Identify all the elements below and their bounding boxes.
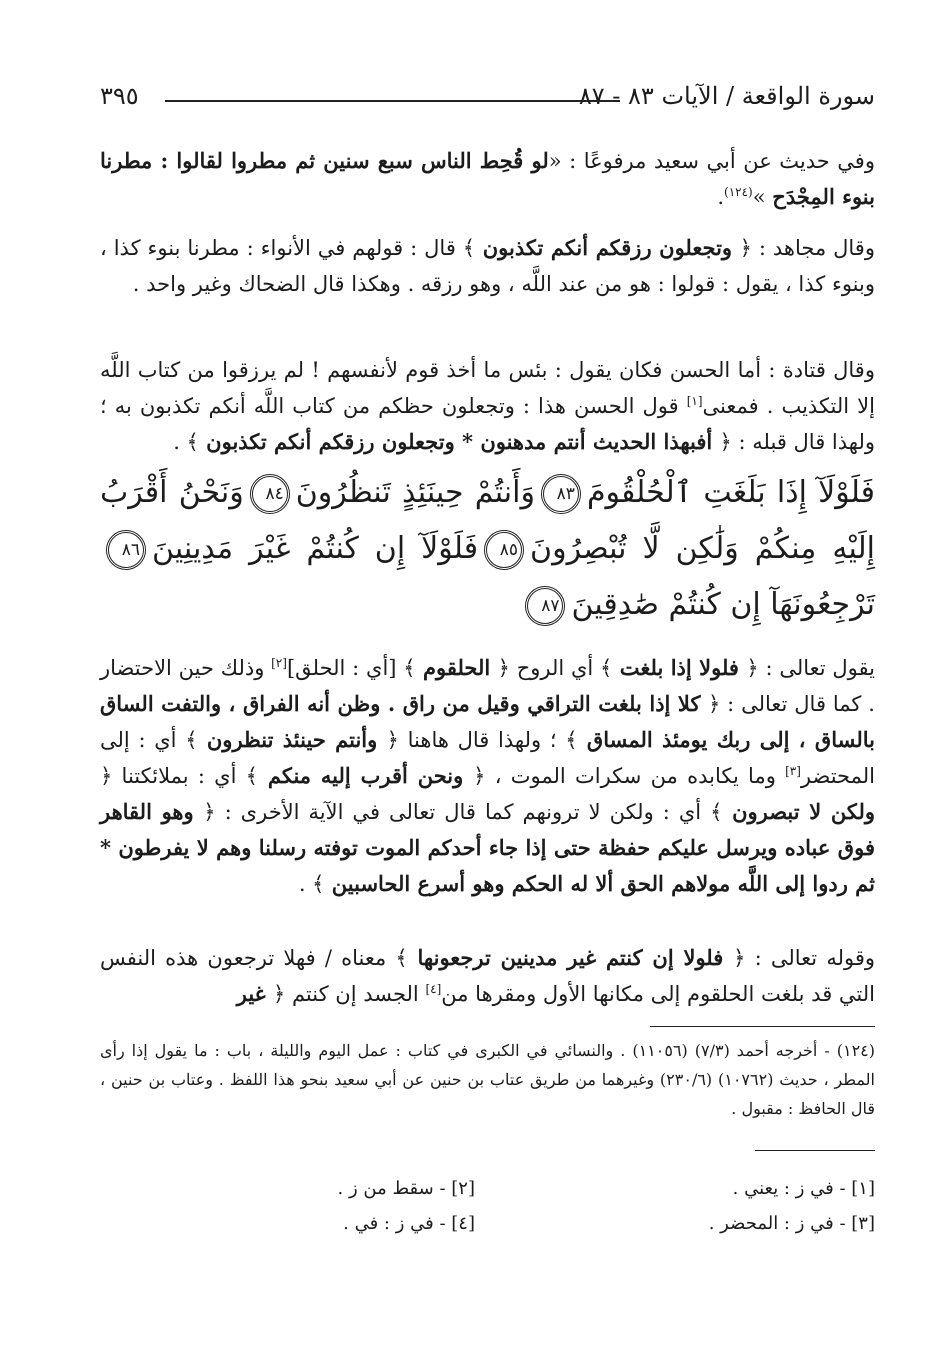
- text-run: وفي حديث عن أبي سعيد مرفوعًا : «: [548, 149, 875, 173]
- text-run: ﴾ أي : بملائكتنا ﴿: [100, 764, 258, 788]
- text-run: ﴾ .: [173, 430, 199, 454]
- verse-quote: فلولا إن كنتم غير مدينين ترجعونها: [407, 945, 734, 970]
- editor-note-2: [٢] - سقط من ز .: [337, 1178, 475, 1199]
- running-header: [100, 82, 875, 122]
- page-number: ٣٩٥: [100, 82, 139, 110]
- verse-83: فَلَوْلَآ إِذَا بَلَغَتِ ٱلْحُلْقُومَ: [586, 475, 876, 510]
- verse-quote: وتجعلون رزقكم أنكم تكذبون: [475, 235, 740, 260]
- footnote-marker: [٢]: [271, 656, 287, 670]
- footnote-124: (١٢٤) - أخرجه أحمد (٧/٣) (١١٠٥٦) . والنسائي في الكبرى في كتاب : عمل اليوم والليلة ، باب : ما يقول إذا رأى المطر ، حديث (١٠٧٦٢) (٢٣٠/٦) وغيرهما من طريق عتاب بن حنين عن أبي سعيد بنحو هذا اللفظ . وعتاب بن حنين ، قال الحافظ : مقبول .: [100, 1041, 876, 1118]
- hadith-text: لو قُحِط الناس سبع سنين ثم مطروا لقالوا : مطرنا بنوء المِجْدَح: [100, 148, 875, 209]
- paragraph-tafsir-commentary: [100, 650, 875, 902]
- verse-number-medallion: ٨٤: [250, 474, 290, 514]
- quran-verses-block: [100, 465, 875, 633]
- text-run: وقال مجاهد : ﴿: [739, 236, 875, 260]
- verse-quote: الحلقوم: [415, 655, 498, 680]
- text-run: قول الحسن هذا : وتجعلون حظكم من كتاب اللَّه أنكم تكذبون به ؛ ولهذا قال قبله : ﴿: [100, 394, 875, 454]
- footnote-marker: [٣]: [785, 764, 801, 778]
- text-run: وذلك حين الاحتضار . كما قال تعالى : ﴿: [100, 656, 875, 716]
- verse-number-medallion: ٨٣: [541, 474, 581, 514]
- editor-note-4: [٤] - في ز : في .: [343, 1213, 475, 1234]
- text-run: »: [752, 185, 773, 209]
- notes-divider: [755, 1150, 875, 1151]
- paragraph-verse-86-87: [100, 940, 875, 1012]
- text-run: ﴾ قال : قولهم في الأنواء : مطرنا بنوء كذا ، وبنوء كذا ، يقول : قولوا : هو من عند اللَّه ، وهو رزقه . وهكذا قال الضحاك وغير واحد .: [100, 236, 875, 296]
- verse-84: وَأَنتُمْ حِينَئِذٍ تَنظُرُونَ: [295, 475, 535, 510]
- editor-note-1: [١] - في ز : يعني .: [732, 1178, 875, 1199]
- verse-quote: وهو القاهر فوق عباده ويرسل عليكم حفظة حتى إذا جاء أحدكم الموت توفته رسلنا وهم لا يفرطون * ثم ردوا إلى اللَّه مولاهم الحق ألا له الحكم وهو أسرع الحاسبين: [100, 799, 875, 896]
- verse-quote: غير: [236, 981, 273, 1006]
- verse-quote: أفبهذا الحديث أنتم مدهنون * وتجعلون رزقكم أنكم تكذبون: [198, 429, 720, 454]
- verse-number-medallion: ٨٥: [484, 530, 524, 570]
- verse-quote: ولكن لا تبصرون: [722, 799, 876, 824]
- paragraph-qatada: [100, 352, 875, 460]
- text-run: وقال قتادة : أما الحسن فكان يقول : بئس ما أخذ قوم لأنفسهم ! لم يرزقوا من كتاب اللَّه إلا التكذيب . فمعنى: [100, 358, 875, 418]
- text-run: ﴾ أي : إلى المحتضر: [100, 728, 875, 788]
- verse-number-medallion: ٨٦: [106, 530, 146, 570]
- verse-87: تَرْجِعُونَهَآ إِن كُنتُمْ صَٰدِقِينَ: [571, 587, 875, 622]
- verse-quote: كلا إذا بلغت التراقي وقيل من راق . وظن أنه الفراق ، والتفت الساق بالساق ، إلى ربك يومئذ المساق: [100, 691, 876, 752]
- verse-quote: وأنتم حينئذ تنظرون: [197, 727, 387, 752]
- footnote-marker: (١٢٤): [724, 185, 753, 199]
- text-run: الجسد إن كنتم ﴿: [272, 982, 426, 1006]
- text-run: ﴾ أي : ولكن لا ترونهم كما قال تعالى في الآية الأخرى : ﴿: [203, 800, 723, 824]
- editor-note-3: [٣] - في ز : المحضر .: [708, 1213, 875, 1234]
- text-run: ﴾ .: [298, 872, 325, 896]
- text-run: ﴾ معناه / فهلا ترجعون هذه النفس التي قد بلغت الحلقوم إلى مكانها الأول ومقرها من: [100, 946, 875, 1006]
- footnote-marker: [٤]: [425, 982, 442, 996]
- text-run: يقول تعالى : ﴿: [746, 656, 875, 680]
- paragraph-mujahid: [100, 230, 875, 302]
- text-run: وقوله تعالى : ﴿: [733, 946, 875, 970]
- header-title: سورة الواقعة / الآيات ٨٣ - ٨٧: [578, 82, 875, 110]
- verse-85: وَنَحْنُ أَقْرَبُ إِلَيْهِ مِنكُمْ وَلَٰكِن لَّا تُبْصِرُونَ: [100, 475, 875, 566]
- paragraph-hadith-abu-said: [100, 143, 875, 215]
- footnote-marker: [١]: [686, 394, 703, 408]
- text-run: ﴾ ؛ ولهذا قال هاهنا ﴿: [386, 728, 578, 752]
- verse-86: فَلَوْلَآ إِن كُنتُمْ غَيْرَ مَدِينِينَ: [152, 531, 479, 566]
- header-rule: [165, 100, 620, 102]
- verse-quote: فلولا إذا بلغت: [612, 655, 747, 680]
- verse-quote: ونحن أقرب إليه منكم: [257, 763, 474, 788]
- text-run: ﴾ أي الروح ﴿: [497, 656, 613, 680]
- text-run: وما يكابده من سكرات الموت ، ﴿: [473, 764, 786, 788]
- footnote-divider: [650, 1026, 875, 1027]
- text-run: ﴾ [أي : الحلق]: [286, 656, 416, 680]
- verse-number-medallion: ٨٧: [525, 586, 565, 626]
- text-run: .: [717, 185, 725, 209]
